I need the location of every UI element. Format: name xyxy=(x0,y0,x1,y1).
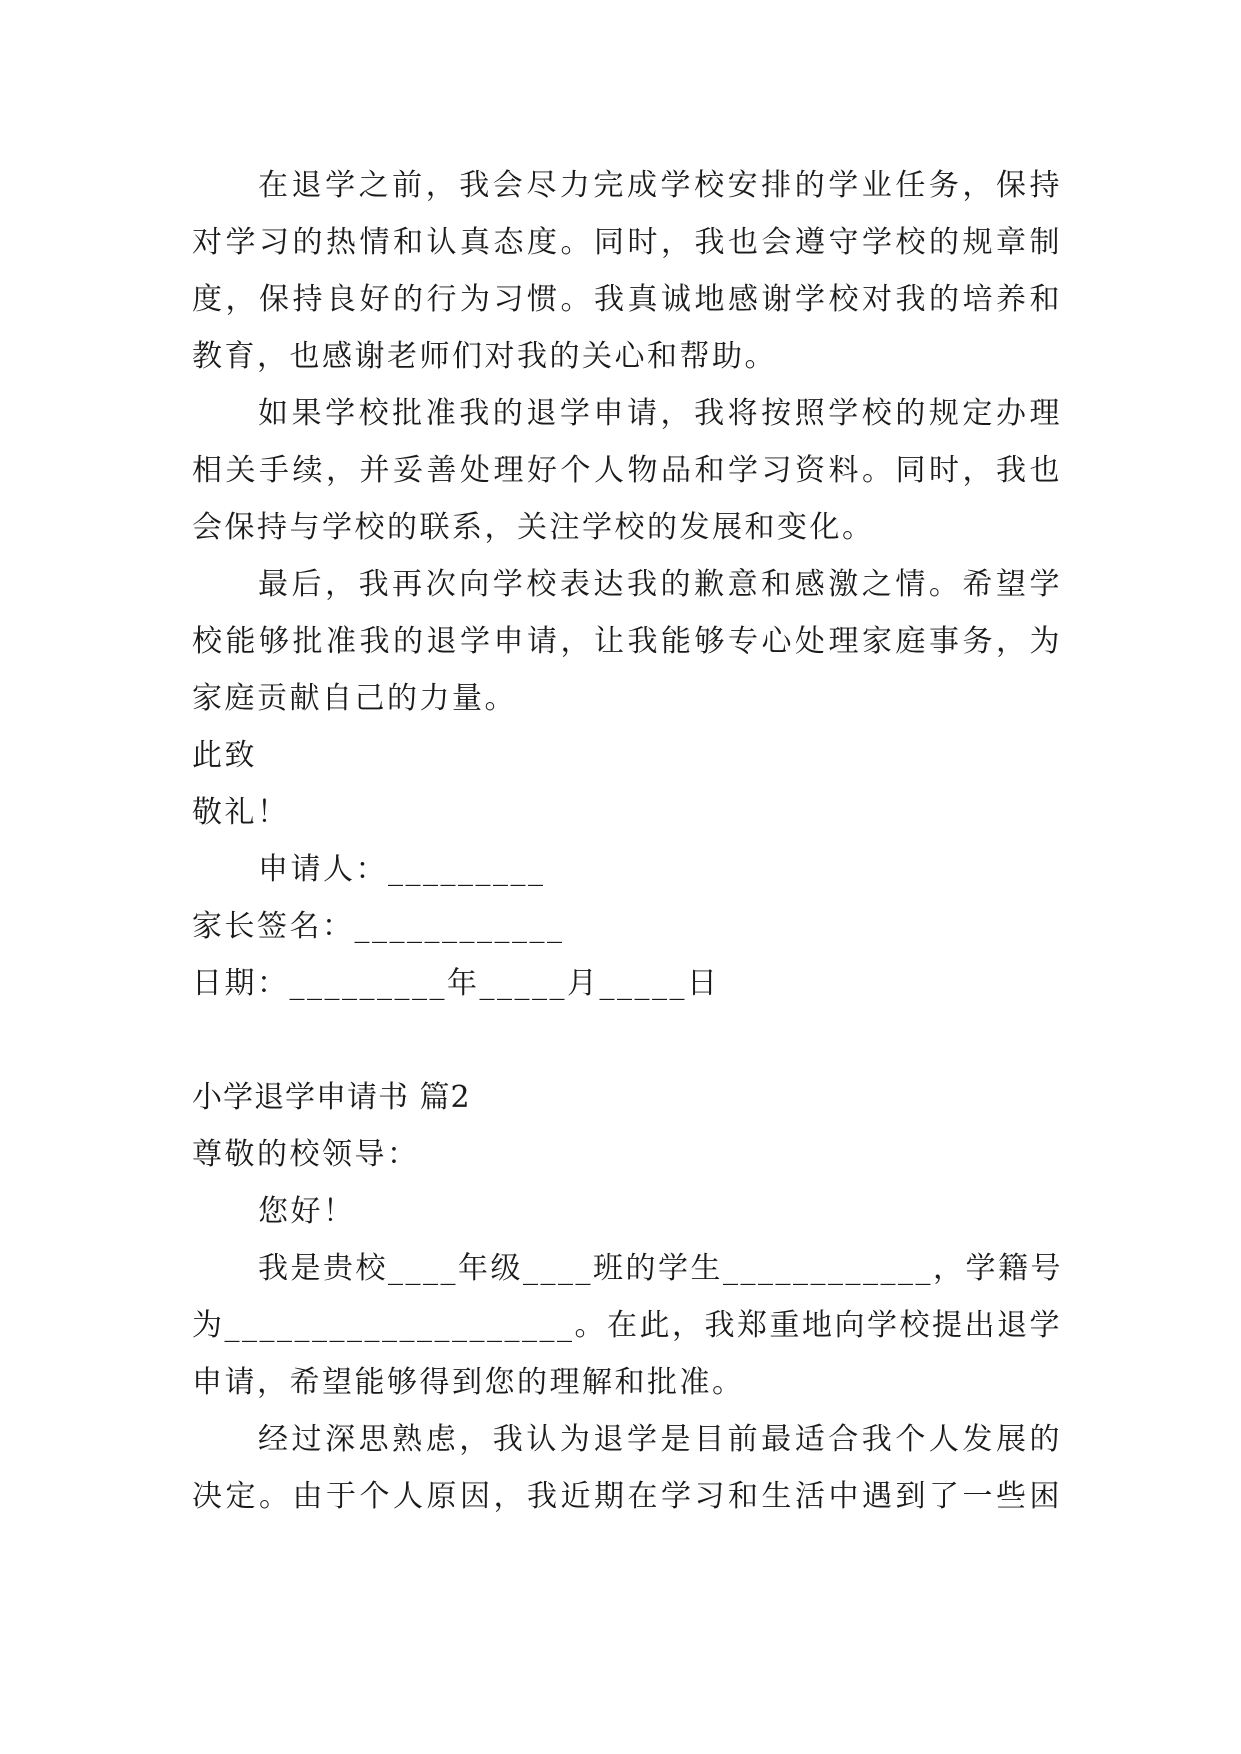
paragraph-3-line-2: 校能够批准我的退学申请，让我能够专心处理家庭事务，为 xyxy=(192,624,1062,659)
date-line: 日期：_________年_____月_____日 xyxy=(192,966,720,1001)
greeting: 您好！ xyxy=(258,1194,356,1229)
closing-line-2: 敬礼！ xyxy=(192,795,290,830)
paragraph-4-line-1: 我是贵校____年级____班的学生____________，学籍号 xyxy=(258,1251,1063,1286)
parent-signature-line: 家长签名：____________ xyxy=(192,909,565,944)
paragraph-1-line-1: 在退学之前，我会尽力完成学校安排的学业任务，保持 xyxy=(258,168,1062,203)
paragraph-4-line-3: 申请，希望能够得到您的理解和批准。 xyxy=(192,1365,745,1400)
paragraph-5-line-1: 经过深思熟虑，我认为退学是目前最适合我个人发展的 xyxy=(258,1422,1062,1457)
paragraph-4-line-2: 为____________________。在此，我郑重地向学校提出退学 xyxy=(192,1308,1062,1343)
paragraph-3-line-1: 最后，我再次向学校表达我的歉意和感激之情。希望学 xyxy=(258,567,1062,602)
paragraph-3-line-3: 家庭贡献自己的力量。 xyxy=(192,681,517,716)
paragraph-5-line-2: 决定。由于个人原因，我近期在学习和生活中遇到了一些困 xyxy=(192,1479,1062,1514)
paragraph-2-line-2: 相关手续，并妥善处理好个人物品和学习资料。同时，我也 xyxy=(192,453,1062,488)
applicant-signature-line: 申请人：_________ xyxy=(258,852,546,887)
paragraph-1-line-3: 度，保持良好的行为习惯。我真诚地感谢学校对我的培养和 xyxy=(192,282,1062,317)
paragraph-2-line-3: 会保持与学校的联系，关注学校的发展和变化。 xyxy=(192,510,875,545)
section-title: 小学退学申请书 篇2 xyxy=(192,1080,471,1115)
closing-line-1: 此致 xyxy=(192,738,257,773)
paragraph-1-line-2: 对学习的热情和认真态度。同时，我也会遵守学校的规章制 xyxy=(192,225,1062,260)
paragraph-1-line-4: 教育，也感谢老师们对我的关心和帮助。 xyxy=(192,339,777,374)
paragraph-2-line-1: 如果学校批准我的退学申请，我将按照学校的规定办理 xyxy=(258,396,1062,431)
salutation: 尊敬的校领导： xyxy=(192,1137,420,1172)
